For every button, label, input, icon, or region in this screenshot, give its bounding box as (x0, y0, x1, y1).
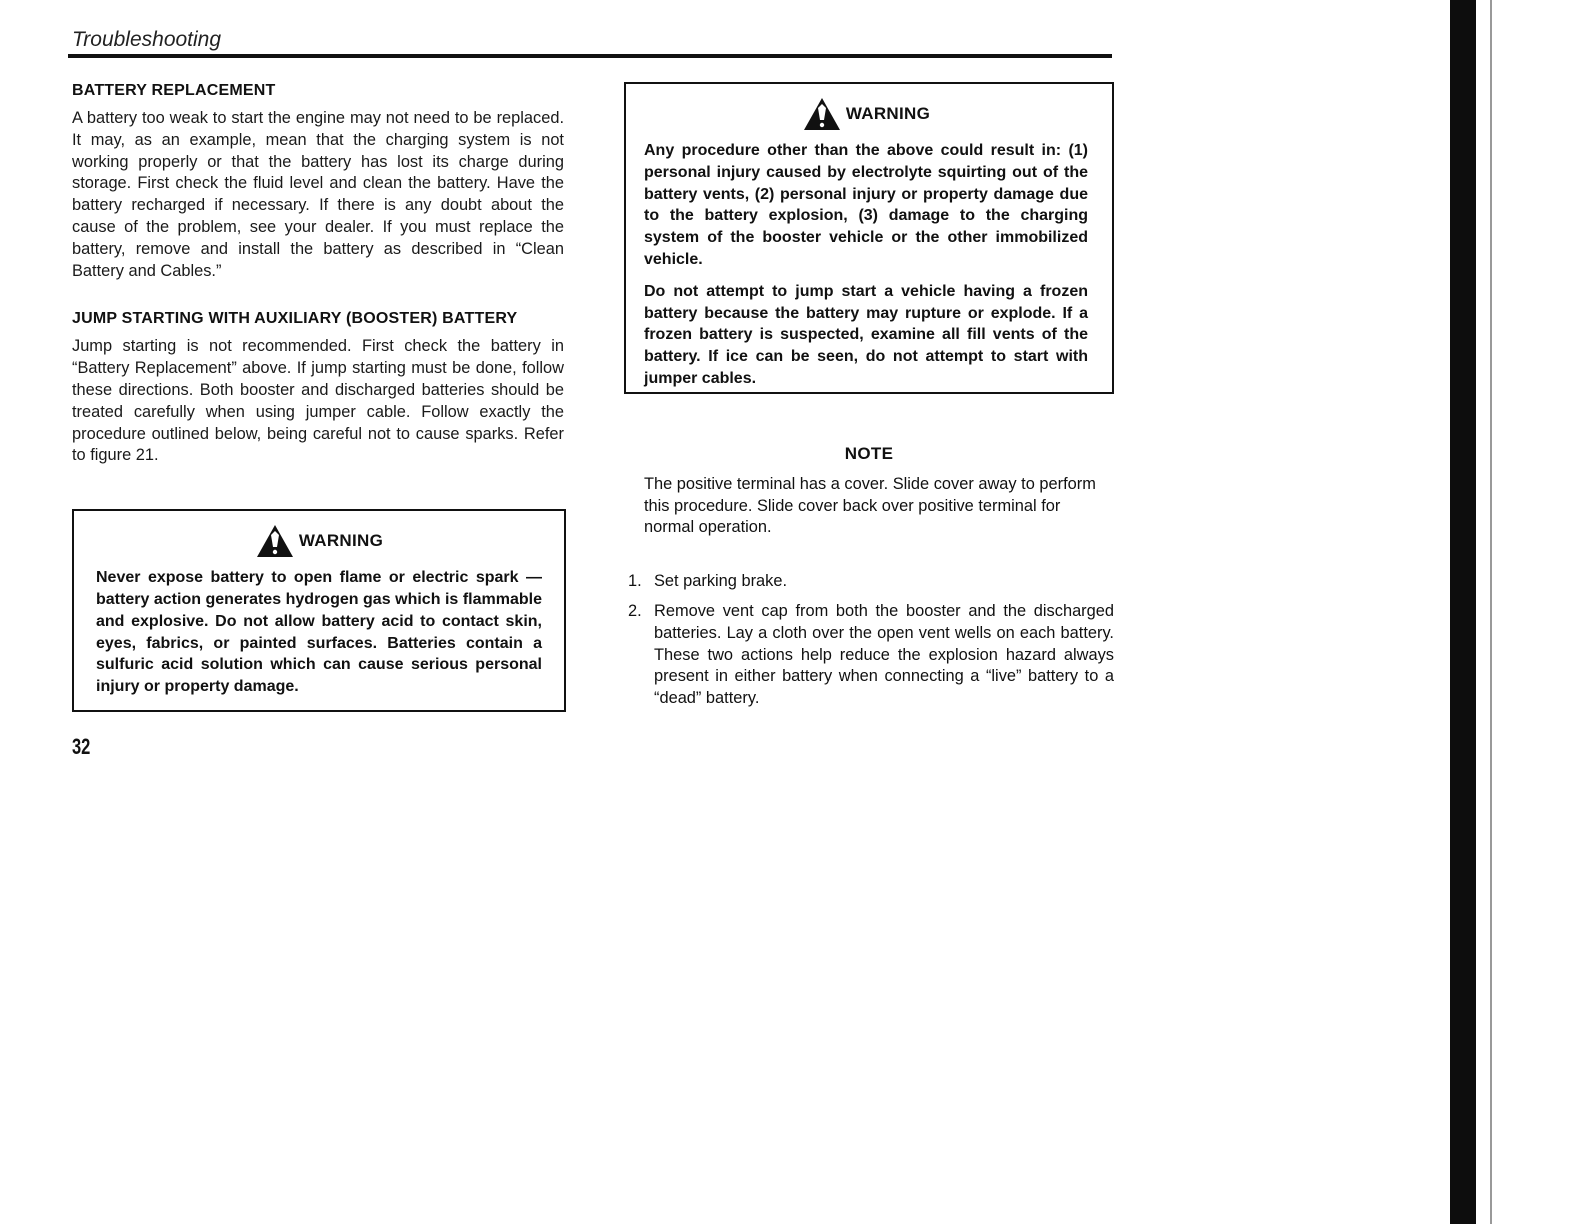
right-column (624, 82, 1114, 718)
scan-edge-bar (1450, 0, 1476, 1224)
step-number: 2. (628, 601, 642, 620)
note-title: NOTE (844, 443, 894, 463)
warning-box-right (624, 82, 1114, 394)
step-text: Remove vent cap from both the booster and the discharged batteries. Lay a cloth over the open vent wells on each battery. These two actions help reduce the explosion hazard always present in either battery when connecting a “live” battery to a “dead” battery. (654, 601, 1114, 708)
scan-edge-line (1490, 0, 1492, 1224)
warning-title (96, 523, 542, 559)
page-number: 32 (72, 734, 91, 759)
section-header: Troubleshooting (72, 28, 222, 51)
list-item (624, 601, 1114, 710)
step-text: Set parking brake. (654, 572, 788, 591)
header-rule (68, 54, 1112, 58)
note-text: The positive terminal has a cover. Slide cover away to perform this procedure. Slide cover back over positive terminal for normal operation. (644, 474, 1096, 537)
warning-box-left (72, 509, 566, 712)
warning-triangle-icon (255, 523, 295, 559)
warning-triangle-icon (802, 96, 842, 132)
warning-text: Never expose battery to open flame or electric spark — battery action generates hydrogen gas which is flammable and explosive. Do not allow battery acid to contact skin, eyes, fabrics, or painted surfaces. Batteries contain a sulfuric acid solution which can cause serious personal injury or property damage. (96, 569, 542, 696)
warning-text-consequences: Any procedure other than the above could result in: (1) personal injury caused by electrolyte squirting out of the battery vents, (2) personal injury or property damage due to the battery explosion, (3) damage to the charging system of the booster vehicle or the other immobilized vehicle. (644, 142, 1088, 268)
jump-starting-heading: JUMP STARTING WITH AUXILIARY (BOOSTER) BATTERY (72, 310, 518, 328)
step-number: 1. (628, 572, 642, 591)
warning-title (644, 96, 1088, 132)
warning-text-frozen-battery: Do not attempt to jump start a vehicle having a frozen battery because the battery may rupture or explode. If a frozen battery is suspected, examine all fill vents of the battery. If ice can be seen, do not attempt to start with jumper cables. (644, 282, 1088, 387)
warning-title-label: WARNING (845, 104, 931, 123)
jump-starting-text: Jump starting is not recommended. First check the battery in “Battery Replacement” above. If jump starting must be done, follow these directions. Both booster and discharged batteries should be treated carefully when using jumper cable. Follow exactly the procedure outlined below, being careful not to cause sparks. Refer to figure 21. (72, 337, 564, 465)
battery-replacement-heading: BATTERY REPLACEMENT (72, 82, 276, 99)
battery-replacement-text: A battery too weak to start the engine may not need to be replaced. It may, as an example, mean that the charging system is not working properly or that the battery has lost its charge during storage. First check the fluid level and clean the battery. Have the battery recharged if necessary. If there is any doubt about the cause of the problem, see your dealer. If you must replace the battery, remove and install the battery as described in “Clean Battery and Cables.” (72, 109, 564, 280)
left-column (72, 82, 564, 712)
list-item (624, 571, 1114, 593)
procedure-steps (624, 571, 1114, 710)
warning-title-label: WARNING (298, 531, 384, 551)
